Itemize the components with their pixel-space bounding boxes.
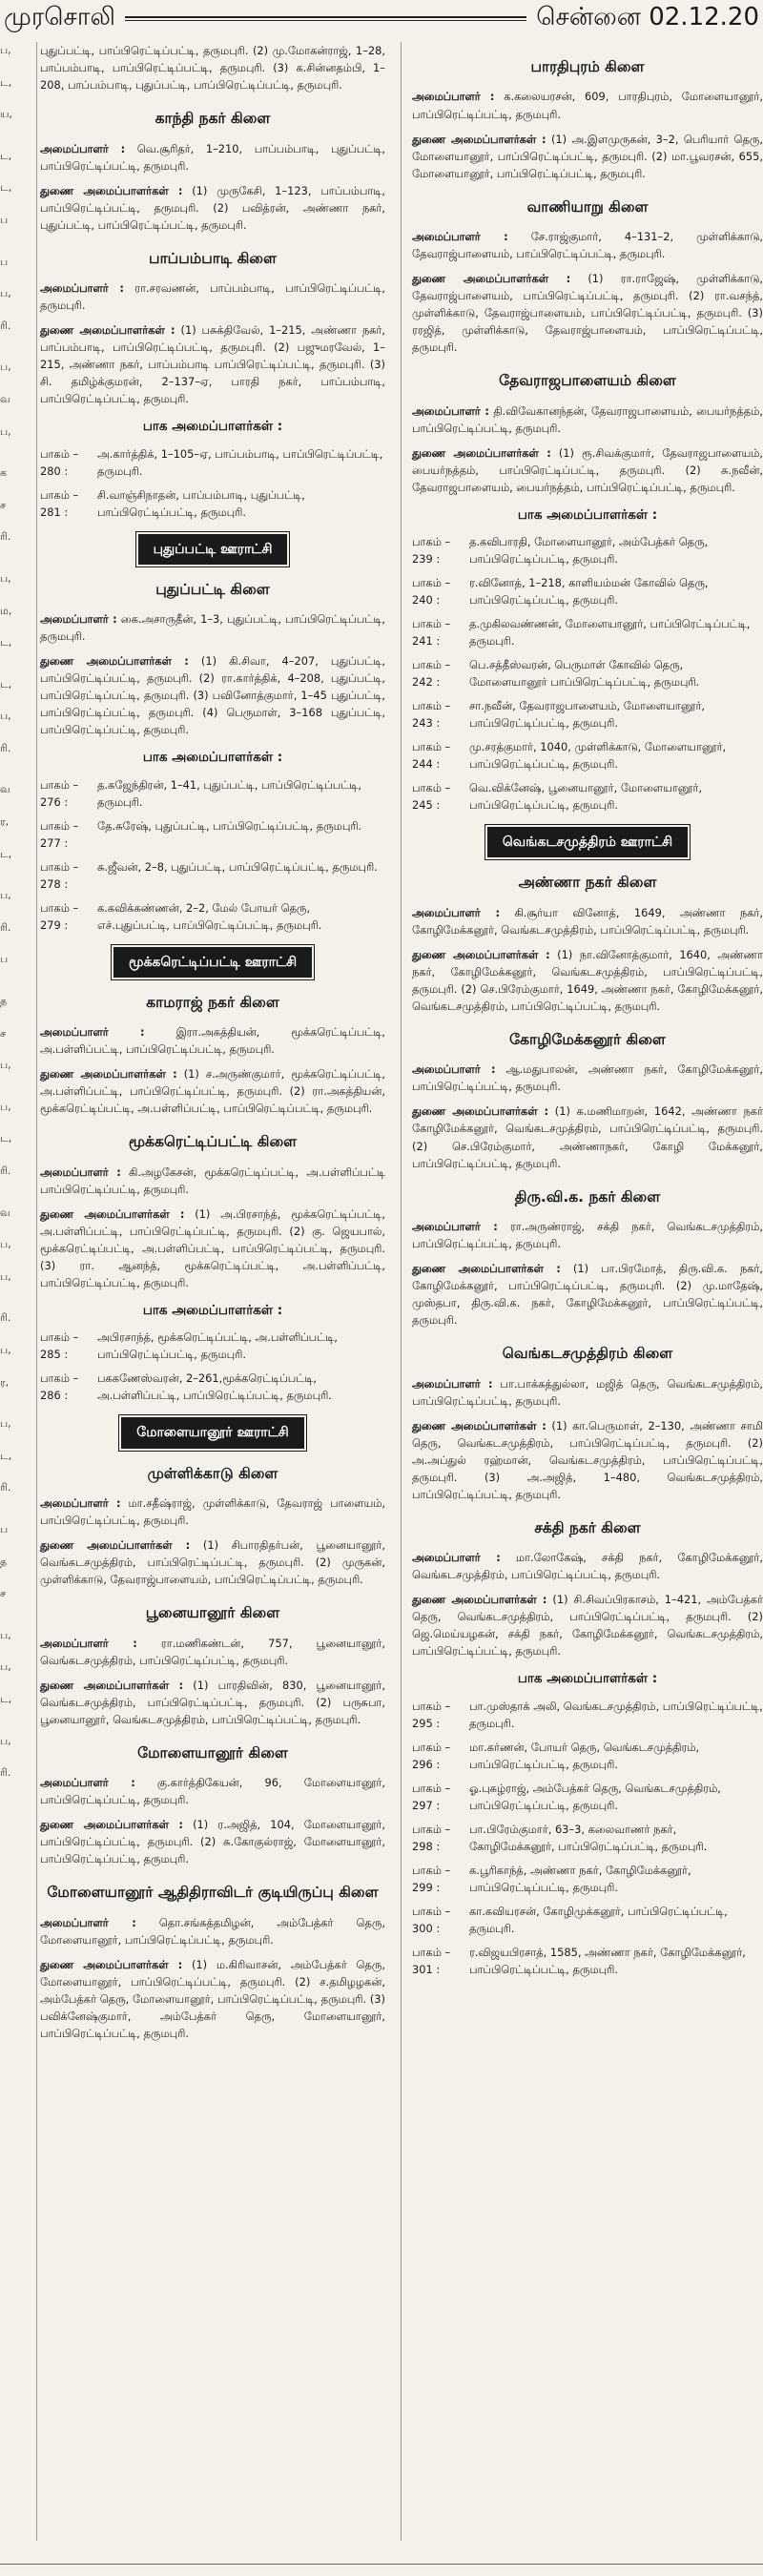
role-label: அமைப்பாளர் : — [40, 1025, 145, 1040]
booth-entry — [412, 1698, 763, 1732]
clipped-text-fragment: ப, — [0, 571, 11, 585]
entry-text: ஆ.மதுபாலன், அண்ணா நகர், கோழிமேக்கனூர், பாப்பிரெட்டிப்பட்டி, தருமபுரி. — [412, 1062, 763, 1094]
office-bearer-entry — [40, 42, 385, 93]
role-label: அமைப்பாளர் : — [40, 1776, 135, 1790]
booth-member: சா.நவீன், தேவராஜபாளையம், மோளையானூர், பாப்பிரெட்டிப்பட்டி, தருமபுரி. — [469, 699, 706, 731]
booth-entry — [40, 1329, 385, 1363]
branch-heading: வெங்கடசமுத்திரம் கிளை — [502, 1345, 673, 1363]
entry-text: (1) ம.கிரிவாசன், அம்பேத்கர் தெரு, மோளையானூர், பாப்பிரெட்டிப்பட்டி, தருமபுரி. (2) ச.தமிழழகன், அம்பேத்கர் தெரு, மோளையானூர், பாப்பிரெட்டிப்பட்டி, தருமபுரி. (3) பவிக்னேஷ்குமார், அம்பேத்கர் தெரு, மோளையானூர், பாப்பிரெட்டிப்பட்டி, தருமபுரி. — [40, 1957, 385, 2040]
branch-heading: காமராஜ் நகர் கிளை — [146, 993, 279, 1011]
office-bearer-entry — [412, 1375, 763, 1410]
office-bearer-entry — [40, 1677, 385, 1728]
booth-number: பாகம் – 281 : — [40, 487, 79, 519]
booth-member: ர.விஜயபிரசாத், 1585, அண்ணா நகர், கோழிமேக்கனூர், பாப்பிரெட்டிப்பட்டி, தருமபுரி. — [469, 1945, 746, 1976]
role-label: அமைப்பாளர் : — [40, 141, 126, 155]
clipped-text-fragment: ட, — [0, 149, 12, 162]
role-label: அமைப்பாளர் : — [40, 1164, 121, 1179]
clipped-text-fragment: ப, — [0, 710, 11, 723]
entry-text: வெ.சூரிதர், 1–210, பாப்பம்பாடி, புதுப்பட்டி, பாப்பிரெட்டிப்பட்டி, தருமபுரி. — [40, 141, 386, 173]
booth-member: க.பூரிகாந்த், அண்ணா நகர், கோழிமேக்கனூர், பாப்பிரெட்டிப்பட்டி, தருமபுரி. — [469, 1863, 691, 1894]
booth-number: பாகம் – 239 : — [412, 535, 451, 567]
clipped-text-fragment: ரி. — [0, 1481, 11, 1494]
office-bearer-entry — [412, 270, 763, 356]
booth-number: பாகம் – 280 : — [40, 446, 79, 478]
clipped-text-fragment: ப, — [0, 1100, 11, 1113]
role-label: துணை அமைப்பாளர்கள் : — [40, 1818, 183, 1832]
entry-text: பா.பாக்கத்துல்லா, மஜித் தெரு, வெங்கடசமுத்திரம், பாப்பிரெட்டிப்பட்டி, தருமபுரி. — [412, 1376, 763, 1408]
branch-heading: மோளையானூர் ஆதிதிராவிடர் குடியிருப்பு கிளை — [47, 1884, 379, 1902]
branch-heading: பாப்பம்பாடி கிளை — [149, 249, 277, 267]
panchayat-title: மோளையானூர் ஊராட்சி — [121, 1417, 303, 1448]
booth-number: பாகம் – 286 : — [40, 1371, 79, 1403]
clipped-text-fragment: ம, — [0, 604, 12, 617]
clipped-text-fragment: ப — [0, 255, 9, 268]
role-label: அமைப்பாளர் : — [412, 1376, 493, 1391]
middle-column — [40, 42, 395, 2557]
role-label: துணை அமைப்பாளர்கள் : — [40, 1538, 191, 1553]
booth-section-heading: பாக அமைப்பாளர்கள் : — [517, 1671, 658, 1687]
clipped-left-column — [0, 42, 34, 2557]
office-bearer-entry — [412, 444, 763, 496]
panchayat-title: புதுப்பட்டி ஊராட்சி — [138, 534, 288, 565]
clipped-text-fragment: ச — [0, 1026, 7, 1040]
entry-text: (1) ரூ.சிவக்குமார், தேவராஜபாளையம், பையர்நத்தம், பாப்பிரெட்டிப்பட்டி, தருமபுரி. (2) சு.நவீன், தேவராஜபாளையம், பையர்நத்தம், பாப்பிரெட்டிப்பட்டி, தருமபுரி. — [412, 445, 763, 494]
clipped-text-fragment: ட, — [0, 1132, 12, 1145]
booth-member: பெ.சத்தீஸ்வரன், பெருமாள் கோவில் தெரு, மோளையானூர் பாப்பிரெட்டிப்பட்டி, தருமபுரி. — [469, 658, 700, 690]
booth-entry — [412, 1780, 763, 1814]
booth-entry — [40, 445, 385, 480]
office-bearer-entry — [412, 946, 763, 1015]
office-bearer-entry — [40, 1774, 385, 1808]
booth-entry — [40, 817, 385, 852]
clipped-text-fragment: ரி. — [0, 1164, 11, 1177]
booth-number: பாகம் – 244 : — [412, 740, 451, 772]
booth-section-heading: பாக அமைப்பாளர்கள் : — [142, 419, 283, 435]
office-bearer-entry — [40, 1816, 385, 1867]
office-bearer-entry — [412, 904, 763, 938]
clipped-text-fragment: ப — [0, 953, 9, 966]
entry-text: (1) அ.பிரசாந்த், மூக்கரெட்டிப்பட்டி, அ.பள்ளிப்பட்டி, பாப்பிரெட்டிப்பட்டி, தருமபுரி. (2) கு. ஜெயபால், மூக்கரெட்டிப்பட்டி, அ.பள்ளிப்பட்டி, பாப்பிரெட்டிப்பட்டி, தருமபுரி. (3) ரா. ஆனந்த், மூக்கரெட்டிப்பட்டி, அ.பள்ளிப்பட்டி, பாப்பிரெட்டிப்பட்டி, தருமபுரி. — [40, 1206, 385, 1289]
role-label: அமைப்பாளர் : — [40, 1915, 136, 1929]
role-label: அமைப்பாளர் : — [40, 1636, 137, 1650]
entry-text: (1) கா.பெருமாள், 2–130, அண்ணா சாமி தெரு, வெங்கடசமுத்திரம், பாப்பிரெட்டிப்பட்டி, தருமபுரி. (2) அ.அப்துல் ரஹ்மான், வெங்கடசமுத்திரம், பாப்பிரெட்டிப்பட்டி, தருமபுரி. (3) அ.அஜித், 1–480, வெங்கடசமுத்திரம், பாப்பிரெட்டிப்பட்டி, தருமபுரி. — [412, 1418, 763, 1501]
entry-text: (1) நா.வினோத்குமார், 1640, அண்ணா நகர், கோழிமேக்கனூர், வெங்கடசமுத்திரம், பாப்பிரெட்டிப்பட்டி, தருமபுரி. (2) செ.பிரேம்குமார், 1649, அண்ணா நகர், கோழிமேக்கனூர், வெங்கடசமுத்திரம், பாப்பிரெட்டிப்பட்டி, தருமபுரி. — [412, 947, 763, 1013]
clipped-text-fragment: ட, — [0, 636, 12, 649]
booth-section-heading: பாக அமைப்பாளர்கள் : — [142, 750, 283, 766]
booth-entry — [412, 656, 763, 690]
masthead — [0, 0, 763, 36]
role-label: துணை அமைப்பாளர்கள் : — [412, 1418, 546, 1432]
role-label: அமைப்பாளர் : — [412, 230, 508, 244]
office-bearer-entry — [412, 402, 763, 437]
panchayat-title: வெங்கடசமுத்திரம் ஊராட்சி — [487, 827, 688, 857]
role-label: அமைப்பாளர் : — [412, 905, 501, 919]
clipped-text-fragment: ட, — [0, 181, 12, 195]
clipped-text-fragment: ரி. — [0, 530, 11, 544]
booth-number: பாகம் – 245 : — [412, 781, 451, 813]
booth-number: பாகம் – 279 : — [40, 900, 79, 932]
panchayat-banner — [40, 1417, 385, 1448]
clipped-text-fragment: ப, — [0, 1628, 11, 1641]
role-label: துணை அமைப்பாளர்கள் : — [412, 1593, 547, 1607]
office-bearer-entry — [412, 88, 763, 122]
booth-number: பாகம் – 277 : — [40, 818, 79, 850]
entry-text: (1) சிபாரதிதர்பன், பூனையானூர், வெங்கடசமுத்திரம், பாப்பிரெட்டிப்பட்டி, தருமபுரி. (2) முருகன், முள்ளிக்காடு, தேவராஜ்பாளையம், பாப்பிரெட்டிப்பட்டி, தருமபுரி. — [40, 1538, 385, 1587]
clipped-text-fragment: ச — [0, 1587, 7, 1600]
role-label: துணை அமைப்பாளர்கள் : — [40, 323, 175, 338]
entry-text: கி.சூர்யா வினோத், 1649, அண்ணா நகர், கோழிமேக்கனூர், வெங்கடசமுத்திரம், பாப்பிரெட்டிப்பட்டி, தருமபுரி. — [412, 905, 763, 937]
masthead-rule — [125, 16, 526, 21]
booth-number: பாகம் – 278 : — [40, 859, 79, 891]
booth-section-heading: பாக அமைப்பாளர்கள் : — [142, 1303, 283, 1319]
clipped-text-fragment: ட, — [0, 1692, 12, 1705]
panchayat-banner — [412, 827, 763, 857]
panchayat-banner — [40, 947, 385, 978]
booth-member: ஓ.புகழ்ராஜ், அம்பேத்கர் தெரு, வெங்கடசமுத்திரம், பாப்பிரெட்டிப்பட்டி, தருமபுரி. — [469, 1781, 721, 1812]
office-bearer-entry — [412, 1103, 763, 1171]
booth-number: பாகம் – 242 : — [412, 658, 451, 690]
role-label: அமைப்பாளர் : — [412, 1220, 498, 1234]
clipped-text-fragment: ப — [0, 213, 9, 226]
entry-text: (1) அ.இளமுருகன், 3–2, பெரியார் தெரு, மோளையானூர், பாப்பிரெட்டிப்பட்டி, தருமபுரி. (2) மா.பூவரசன், 655, மோளையானூர், பாப்பிரெட்டிப்பட்டி, தருமபுரி. — [412, 132, 763, 180]
office-bearer-entry — [40, 1536, 385, 1588]
booth-entry — [412, 779, 763, 814]
entry-text: தொ.சங்கத்தமிழன், அம்பேத்கர் தெரு, மோளையானூர், பாப்பிரெட்டிப்பட்டி, தருமபுரி. — [40, 1915, 386, 1947]
office-bearer-entry — [40, 1914, 385, 1948]
role-label: அமைப்பாளர் : — [40, 1496, 121, 1510]
booth-member: பா.பிரேம்குமார், 63–3, கலைவாணர் நகர், கோழிமேக்கனூர், பாப்பிரெட்டிப்பட்டி, தருமபுரி. — [469, 1822, 708, 1853]
entry-text: கு.கார்த்திகேயன், 96, மோளையானூர், பாப்பிரெட்டிப்பட்டி, தருமபுரி. — [40, 1776, 385, 1807]
entry-text: கை.அசாருதீன், 1–3, புதுப்பட்டி, பாப்பிரெட்டிப்பட்டி, தருமபுரி. — [40, 612, 386, 644]
booth-number: பாகம் – 299 : — [412, 1863, 451, 1894]
booth-member: ர.வினோத், 1–218, காளியம்மன் கோவில் தெரு, பாப்பிரெட்டிப்பட்டி, தருமபுரி. — [469, 576, 709, 608]
role-label: அமைப்பாளர் : — [40, 281, 124, 296]
role-label: துணை அமைப்பாளர்கள் : — [412, 132, 546, 146]
booth-entry — [40, 776, 385, 811]
booth-member: த.கஜேந்திரன், 1–41, புதுப்பட்டி, பாப்பிரெட்டிப்பட்டி, தருமபுரி. — [97, 777, 361, 809]
clipped-text-fragment: த — [0, 995, 8, 1008]
office-bearer-entry — [412, 1260, 763, 1329]
office-bearer-entry — [40, 1494, 385, 1529]
clipped-text-fragment: ப, — [0, 287, 11, 300]
role-label: அமைப்பாளர் : — [412, 403, 489, 418]
office-bearer-entry — [40, 321, 385, 407]
branch-heading: மோளையானூர் கிளை — [137, 1743, 288, 1762]
entry-text: (1) ரா.ராஜேஷ், முள்ளிக்காடு, தேவராஜ்பாளையம், பாப்பிரெட்டிப்பட்டி, தருமபுரி. (2) ரா.வசந்த், முள்ளிக்காடு, தேவராஜ்பாளையம், பாப்பிரெட்டிப்பட்டி, தருமபுரி. (3) ரரஜித், முள்ளிக்காடு, தேவராஜ்பாளையம், பாப்பிரெட்டிப்பட்டி, தருமபுரி. — [412, 272, 763, 355]
masthead-dateline — [536, 3, 763, 34]
booth-number: பாகம் – 285 : — [40, 1330, 79, 1362]
clipped-text-fragment: ரி. — [0, 1311, 11, 1325]
office-bearer-entry — [40, 652, 385, 738]
clipped-text-fragment: ப — [0, 1522, 9, 1535]
office-bearer-entry — [412, 1417, 763, 1503]
entry-text: (1) பசுக்திவேல், 1–215, அண்ணா நகர், பாப்பம்பாடி, பாப்பிரெட்டிப்பட்டி, தருமபுரி. (2) பஜுமரவேல், 1–215, அண்ணா நகர், பாப்பம்பாடி பாப்பிரெட்டிப்பட்டி, தருமபுரி. (3) சி. தமிழ்க்குமரன், 2–137–ஏ, பாரதி நகர், பாப்பம்பாடி, பாப்பிரெட்டிப்பட்டி, தருமபுரி. — [40, 323, 385, 406]
booth-number: பாகம் – 276 : — [40, 777, 79, 809]
branch-heading: முள்ளிக்காடு கிளை — [147, 1464, 278, 1482]
booth-entry — [412, 1944, 763, 1978]
booth-entry — [412, 1821, 763, 1855]
entry-text: (1) சி.சிவப்பிரகாசம், 1–421, அம்பேத்கர் தெரு, வெங்கடசமுத்திரம், பாப்பிரெட்டிப்பட்டி, தருமபுரி. (2) ஜெ.மெய்யழகன், சக்தி நகர், கோழிமேக்கனூர், வெங்கடசமுத்திரம், பாப்பிரெட்டிப்பட்டி, தருமபுரி. — [412, 1593, 763, 1659]
clipped-text-fragment: ரி. — [0, 1766, 11, 1780]
booth-member: சி.வாஞ்சிநாதன், பாப்பம்பாடி, புதுப்பட்டி, பாப்பிரெட்டிப்பட்டி, தருமபுரி. — [97, 487, 305, 519]
booth-member: மு.சரத்குமார், 1040, முள்ளிக்காடு, மோளையானூர், பாப்பிரெட்டிப்பட்டி, தருமபுரி. — [469, 740, 727, 772]
entry-text: ரா.அருண்ராஜ், சக்தி நகர், வெங்கடசமுத்திரம், பாப்பிரெட்டிப்பட்டி, தருமபுரி. — [412, 1220, 763, 1251]
booth-number: பாகம் – 300 : — [412, 1904, 451, 1935]
role-label: அமைப்பாளர் : — [412, 1062, 496, 1077]
office-bearer-entry — [412, 131, 763, 182]
role-label: துணை அமைப்பாளர்கள் : — [412, 272, 571, 286]
entry-text: (1) பாரதிவின், 830, பூனையானூர், வெங்கடசமுத்திரம், பாப்பிரெட்டிப்பட்டி, தருமபுரி. (2) பருசுபா, பூனையானூர், வெங்கடசமுத்திரம், பாப்பிரெட்டிப்பட்டி, தருமபுரி. — [40, 1678, 385, 1726]
booth-entry — [412, 697, 763, 732]
entry-text: மா.சதீஷ்ராஜ், முள்ளிக்காடு, தேவராஜ் பாளையம், பாப்பிரெட்டிப்பட்டி, தருமபுரி. — [40, 1496, 386, 1528]
clipped-text-fragment: ப, — [0, 1343, 11, 1356]
clipped-text-fragment: ட, — [0, 75, 12, 89]
office-bearer-entry — [40, 182, 385, 234]
booth-entry — [412, 1739, 763, 1773]
office-bearer-entry — [40, 1164, 385, 1198]
entry-text: (1) கி.சிவா, 4–207, புதுப்பட்டி, பாப்பிரெட்டிப்பட்டி, தருமபுரி. (2) ரா.கார்த்திக், 4–208, புதுப்பட்டி, பாப்பிரெட்டிப்பட்டி, தருமபுரி. (3) பவினோத்குமார், 1–45 புதுப்பட்டி, பாப்பிரெட்டிப்பட்டி, தருமபுரி. (4) பெருமாள், 3–168 புதுப்பட்டி, பாப்பிரெட்டிப்பட்டி, தருமபுரி. — [40, 654, 385, 737]
clipped-text-fragment: ர, — [0, 1375, 10, 1389]
clipped-text-fragment: ரி. — [0, 741, 11, 754]
page-bottom-rule — [0, 2564, 763, 2565]
booth-member: மா.கர்ணன், போயர் தெரு, வெங்கடசமுத்திரம், பாப்பிரெட்டிப்பட்டி, தருமபுரி. — [469, 1740, 700, 1771]
branch-heading: பாரதிபுரம் கிளை — [530, 58, 645, 75]
booth-number: பாகம் – 240 : — [412, 576, 451, 608]
booth-member: த.கவிபாரதி, மோளையானூர், அம்பேத்கர் தெரு, பாப்பிரெட்டிப்பட்டி, தருமபுரி. — [469, 535, 709, 567]
clipped-text-fragment: ப, — [0, 889, 11, 902]
booth-member: சு.ஜீவன், 2–8, புதுப்பட்டி, பாப்பிரெட்டிப்பட்டி, தருமபுரி. — [97, 859, 378, 874]
clipped-text-fragment: ய, — [0, 108, 12, 121]
issue-date: 02.12.20 — [649, 2, 759, 31]
clipped-text-fragment: ரி. — [0, 920, 11, 934]
office-bearer-entry — [40, 610, 385, 645]
booth-member: வெ.விக்னேஷ், பூனையானூர், மோளையானூர், பாப்பிரெட்டிப்பட்டி, தருமபுரி. — [469, 781, 703, 813]
role-label: துணை அமைப்பாளர்கள் : — [412, 947, 550, 961]
booth-number: பாகம் – 296 : — [412, 1740, 451, 1771]
booth-number: பாகம் – 298 : — [412, 1822, 451, 1853]
clipped-text-fragment: வ — [0, 783, 10, 796]
booth-member: அ.கார்த்திக், 1–105–ஏ, பாப்பம்பாடி, பாப்பிரெட்டிப்பட்டி, தருமபுரி. — [97, 446, 383, 478]
entry-text: ரா.மணிகண்டன், 757, பூனையானூர், வெங்கடசமுத்திரம், பாப்பிரெட்டிப்பட்டி, தருமபுரி. — [40, 1636, 386, 1667]
booth-entry — [412, 615, 763, 649]
office-bearer-entry — [412, 228, 763, 262]
role-label: துணை அமைப்பாளர்கள் : — [412, 1262, 561, 1276]
booth-entry — [40, 899, 385, 934]
entry-text: புதுப்பட்டி, பாப்பிரெட்டிப்பட்டி, தருமபுரி. (2) மு.மோகன்ராஜ், 1–28, பாப்பம்பாடி, பாப்பிரெட்டிப்பட்டி, தருமபுரி. (3) க.சின்னதம்பி, 1–208, பாப்பம்பாடி, புதுப்பட்டி, பாப்பிரெட்டிப்பட்டி, தருமபுரி. — [40, 44, 385, 93]
booth-section-heading: பாக அமைப்பாளர்கள் : — [517, 506, 658, 523]
booth-entry — [40, 486, 385, 521]
clipped-text-fragment: ட, — [0, 1449, 12, 1462]
branch-heading: காந்தி நகர் கிளை — [155, 110, 271, 128]
branch-heading: கோழிமேக்கனூர் கிளை — [509, 1030, 666, 1048]
entry-text: (1) க.மணிமாறன், 1642, அண்ணா நகர் கோழிமேக்கனூர், வெங்கடசமுத்திரம், பாப்பிரெட்டிப்பட்டி, தருமபுரி. (2) செ.பிரேம்குமார், அண்ணாநகர், கோழி மேக்கனூர், பாப்பிரெட்டிப்பட்டி, தருமபுரி. — [412, 1104, 763, 1170]
branch-heading: சக்தி நகர் கிளை — [534, 1518, 641, 1536]
role-label: துணை அமைப்பாளர்கள் : — [412, 445, 551, 460]
clipped-text-fragment: ப, — [0, 1660, 11, 1674]
office-bearer-entry — [40, 1956, 385, 2042]
clipped-text-fragment: த — [0, 1555, 8, 1568]
booth-entry — [412, 738, 763, 773]
booth-member: பககணேஸ்வரன், 2–261,மூக்கரெட்டிப்பட்டி, அ.பள்ளிப்பட்டி, பாப்பிரெட்டிப்பட்டி, தருமபுரி. — [97, 1371, 332, 1403]
booth-number: பாகம் – 241 : — [412, 617, 451, 649]
booth-entry — [40, 1370, 385, 1404]
role-label: அமைப்பாளர் : — [40, 612, 117, 627]
clipped-text-fragment: வ — [0, 1206, 10, 1219]
booth-member: பா.முஸ்தாக் அலி, வெங்கடசமுத்திரம், பாப்பிரெட்டிப்பட்டி, தருமபுரி. — [469, 1699, 763, 1730]
booth-entry — [412, 533, 763, 567]
entry-text: (1) ர.அஜித், 104, மோளையானூர், பாப்பிரெட்டிப்பட்டி, தருமபுரி. (2) சு.கோகுல்ராஜ், மோளையானூர், பாப்பிரெட்டிப்பட்டி, தருமபுரி. — [40, 1818, 385, 1866]
panchayat-banner — [40, 534, 385, 565]
role-label: துணை அமைப்பாளர்கள் : — [412, 1104, 549, 1119]
office-bearer-entry — [412, 1061, 763, 1095]
role-label: துணை அமைப்பாளர்கள் : — [40, 1206, 185, 1221]
clipped-text-fragment: க — [0, 466, 8, 480]
branch-heading: வாணியாறு கிளை — [526, 197, 649, 216]
clipped-text-fragment: ப, — [0, 1269, 11, 1283]
booth-member: அபிரசாந்த், மூக்கரெட்டிப்பட்டி, அ.பள்ளிப்பட்டி, பாப்பிரெட்டிப்பட்டி, தருமபுரி. — [97, 1330, 338, 1362]
branch-heading: மூக்கரெட்டிப்பட்டி கிளை — [128, 1133, 298, 1151]
branch-heading: பூனையானூர் கிளை — [145, 1604, 280, 1622]
office-bearer-entry — [412, 1591, 763, 1659]
entry-text: (1) ச.அருண்குமார், மூக்கரெட்டிப்பட்டி, அ.பள்ளிப்பட்டி, பாப்பிரெட்டிப்பட்டி, தருமபுரி. (2) ரா.அகத்தியன், மூக்கரெட்டிப்பட்டி, அ.பள்ளிப்பட்டி, பாப்பிரெட்டிப்பட்டி, தருமபுரி. — [40, 1067, 385, 1116]
role-label: துணை அமைப்பாளர்கள் : — [40, 1957, 183, 1971]
role-label: அமைப்பாளர் : — [412, 90, 495, 104]
branch-heading: திரு.வி.க. நகர் கிளை — [514, 1187, 661, 1206]
office-bearer-entry — [412, 1218, 763, 1252]
booth-member: தே.சுரேஷ், புதுப்பட்டி, பாப்பிரெட்டிப்பட்டி, தருமபுரி. — [97, 818, 362, 833]
office-bearer-entry — [40, 1206, 385, 1291]
clipped-text-fragment: ப, — [0, 44, 11, 56]
clipped-text-fragment: ப, — [0, 1734, 11, 1747]
clipped-text-fragment: வ — [0, 392, 10, 405]
role-label: துணை அமைப்பாளர்கள் : — [40, 1678, 184, 1692]
entry-text: தி.விவேகானந்தன், தேவராஜபாளையம், பையர்நத்தம், பாப்பிரெட்டிப்பட்டி, தருமபுரி. — [412, 403, 763, 435]
booth-number: பாகம் – 243 : — [412, 699, 451, 731]
branch-heading: தேவராஜபாளையம் கிளை — [499, 372, 676, 390]
clipped-text-fragment: ச — [0, 498, 7, 511]
role-label: துணை அமைப்பாளர்கள் : — [40, 1067, 177, 1082]
booth-number: பாகம் – 301 : — [412, 1945, 451, 1976]
branch-heading: அண்ணா நகர் கிளை — [518, 874, 657, 892]
clipped-text-fragment: ர, — [0, 815, 10, 829]
booth-entry — [40, 858, 385, 893]
entry-text: (1) பா.பிரமோத், திரு.வி.க. நகர், கோழிமேக்கனூர், பாப்பிரெட்டிப்பட்டி, தருமபுரி. (2) மு.மாதேஷ், முஸ்தபா, திரு.வி.க. நகர், கோழிமேக்கனூர், பாப்பிரெட்டிப்பட்டி, தருமபுரி. — [412, 1262, 763, 1328]
office-bearer-entry — [40, 279, 385, 314]
booth-entry — [412, 1903, 763, 1937]
role-label: அமைப்பாளர் : — [412, 1551, 501, 1565]
right-column — [408, 42, 763, 2557]
booth-number: பாகம் – 297 : — [412, 1781, 451, 1812]
booth-member: க.கவிக்கண்ணன், 2–2, மேல் போயர் தெரு, எச்.புதுப்பட்டி, பாப்பிரெட்டிப்பட்டி, தருமபுரி. — [97, 900, 322, 932]
city-name: சென்னை — [536, 2, 641, 31]
article-columns — [0, 42, 763, 2557]
booth-entry — [412, 574, 763, 608]
entry-text: மா.லோகேஷ், சக்தி நகர், கோழிமேக்கனூர், வெங்கடசமுத்திரம், பாப்பிரெட்டிப்பட்டி, தருமபுரி. — [412, 1551, 763, 1582]
clipped-text-fragment: ப, — [0, 424, 11, 438]
office-bearer-entry — [40, 1065, 385, 1117]
clipped-text-fragment: ட, — [0, 677, 12, 690]
clipped-text-fragment: ப, — [0, 361, 11, 374]
office-bearer-entry — [40, 1635, 385, 1669]
booth-member: கா.கவியரசன், கோழிமுக்கனூர், பாப்பிரெட்டிப்பட்டி, தருமபுரி. — [469, 1904, 728, 1935]
entry-text: இரா.அகத்தியன், மூக்கரெட்டிப்பட்டி, அ.பள்ளிப்பட்டி, பாப்பிரெட்டிப்பட்டி, தருமபுரி. — [40, 1025, 386, 1057]
entry-text: க.கலையரசன், 609, பாரதிபுரம், மோளையானூர், பாப்பிரெட்டிப்பட்டி, தருமபுரி. — [412, 90, 763, 121]
office-bearer-entry — [40, 140, 385, 175]
panchayat-title: மூக்கரெட்டிப்பட்டி ஊராட்சி — [113, 947, 312, 978]
newspaper-name: முரசொலி — [4, 2, 115, 31]
office-bearer-entry — [412, 1549, 763, 1583]
booth-entry — [412, 1862, 763, 1896]
entry-text: கி.அழகேசன், மூக்கரெட்டிப்பட்டி, அ.பள்ளிப்பட்டி பாப்பிரெட்டிப்பட்டி, தருமபுரி. — [40, 1164, 385, 1196]
clipped-text-fragment: ட, — [0, 847, 12, 860]
clipped-text-fragment: ப, — [0, 1059, 11, 1072]
booth-number: பாகம் – 295 : — [412, 1699, 451, 1730]
entry-text: சே.ராஜ்குமார், 4–131–2, முள்ளிக்காடு, தேவராஜ்பாளையம், பாப்பிரெட்டிப்பட்டி, தருமபுரி. — [412, 230, 763, 261]
entry-text: (1) முருகேசி, 1–123, பாப்பம்பாடி, பாப்பிரெட்டிப்பட்டி, தருமபுரி. (2) பவித்ரன், அண்ணா நகர், புதுப்பட்டி, பாப்பிரெட்டிப்பட்டி, தருமபுரி. — [40, 183, 385, 232]
role-label: துணை அமைப்பாளர்கள் : — [40, 654, 189, 669]
branch-heading: புதுப்பட்டி கிளை — [155, 580, 270, 598]
booth-member: த.முகிலவண்ணன், மோளையானூர், பாப்பிரெட்டிப்பட்டி, தருமபுரி. — [469, 617, 751, 649]
clipped-text-fragment: ப, — [0, 1238, 11, 1251]
clipped-text-fragment: ப, — [0, 1417, 11, 1431]
entry-text: ரா.சரவணன், பாப்பம்பாடி, பாப்பிரெட்டிப்பட்டி, தருமபுரி. — [40, 281, 385, 313]
role-label: துணை அமைப்பாளர்கள் : — [40, 183, 183, 197]
office-bearer-entry — [40, 1023, 385, 1058]
clipped-text-fragment: ரி. — [0, 319, 11, 332]
